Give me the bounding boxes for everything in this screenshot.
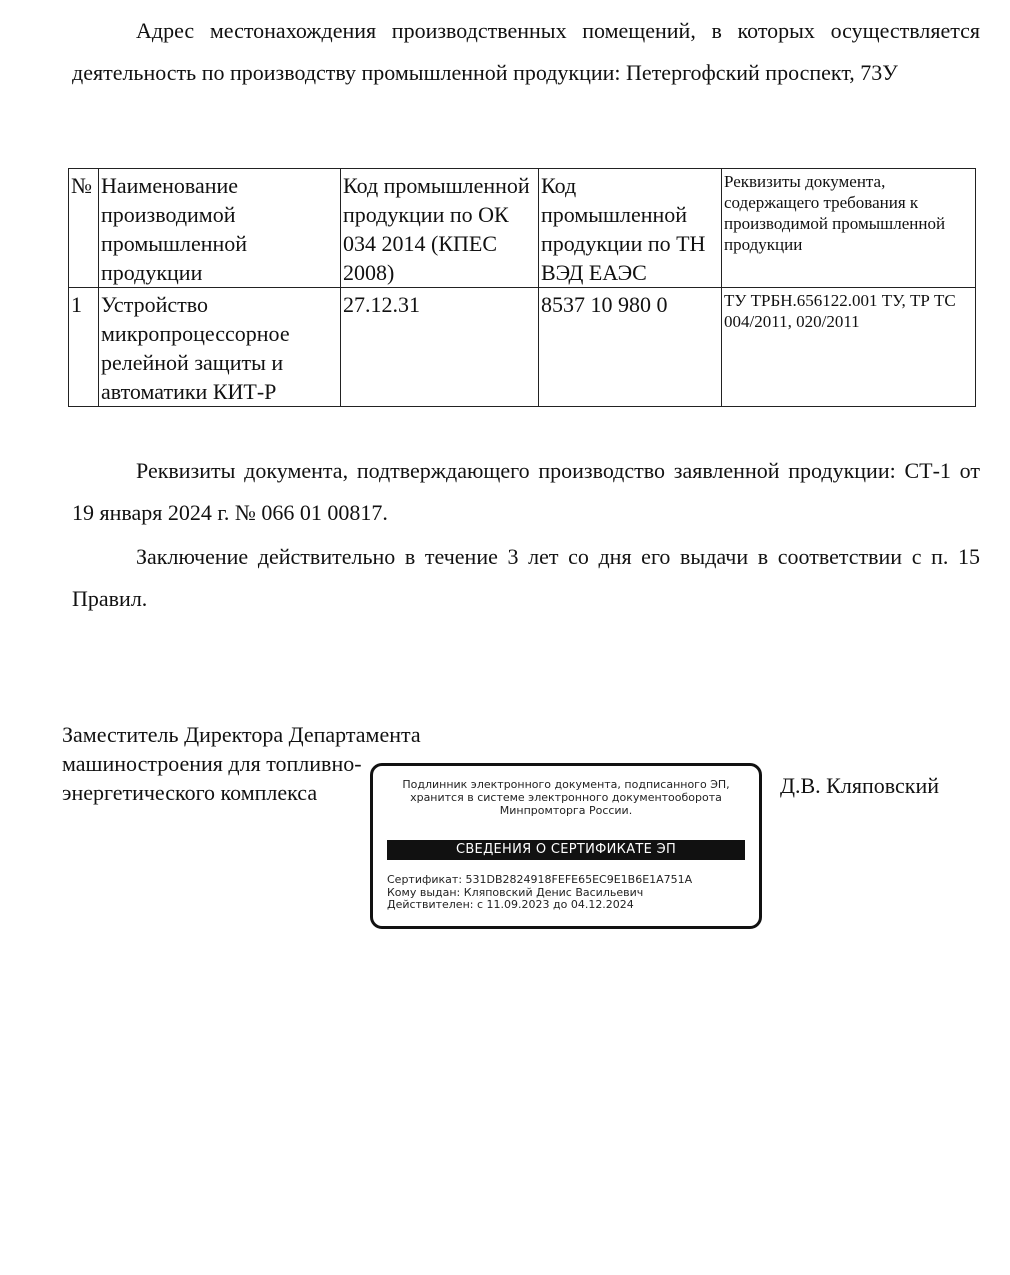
signatory-title: Заместитель Директора Департамента машиностроения для топливно-энергетического комплекса: [62, 722, 421, 805]
table-row: [69, 288, 976, 407]
row-okpd: 27.12.31: [341, 288, 539, 407]
stamp-issued-to: Кому выдан: Кляповский Денис Васильевич: [387, 885, 644, 899]
header-okpd: Код промышленной продукции по ОК 034 2014 (КПЕС 2008): [341, 169, 539, 288]
header-name: Наименование производимой промышленной продукции: [99, 169, 341, 288]
address-paragraph: Адрес местонахождения производственных помещений, в которых осуществляется деятельность по производству промышленной продукции: Петергофский проспект, 73У: [72, 18, 980, 85]
row-num: 1: [69, 288, 99, 407]
row-requisites: ТУ ТРБН.656122.001 ТУ, ТР ТС 004/2011, 020/2011: [722, 288, 976, 407]
header-num: №: [69, 169, 99, 288]
stamp-header: СВЕДЕНИЯ О СЕРТИФИКАТЕ ЭП: [387, 840, 745, 860]
table-header-row: [69, 169, 976, 288]
signatory-name: Д.В. Кляповский: [780, 773, 939, 798]
products-table: [68, 168, 976, 407]
header-tnved: Код промышленной продукции по ТН ВЭД ЕАЭС: [539, 169, 722, 288]
header-requisites: Реквизиты документа, содержащего требования к производимой промышленной продукции: [722, 169, 976, 288]
confirmation-paragraph: Реквизиты документа, подтверждающего производство заявленной продукции: СТ-1 от 19 января 2024 г. № 066 01 00817.: [72, 458, 980, 525]
stamp-info: [387, 874, 692, 912]
stamp-note: Подлинник электронного документа, подписанного ЭП, хранится в системе электронного документооборота Минпромторга России.: [402, 778, 730, 817]
stamp-valid: Действителен: с 11.09.2023 до 04.12.2024: [387, 898, 634, 911]
row-tnved: 8537 10 980 0: [539, 288, 722, 407]
row-name: Устройство микропроцессорное релейной защиты и автоматики КИТ-Р: [99, 288, 341, 407]
validity-paragraph: Заключение действительно в течение 3 лет со дня его выдачи в соответствии с п. 15 Правил.: [72, 544, 980, 611]
stamp-certificate: Сертификат: 531DB2824918FEFE65EC9E1B6E1A751A: [387, 873, 693, 886]
electronic-signature-stamp: [370, 763, 762, 929]
